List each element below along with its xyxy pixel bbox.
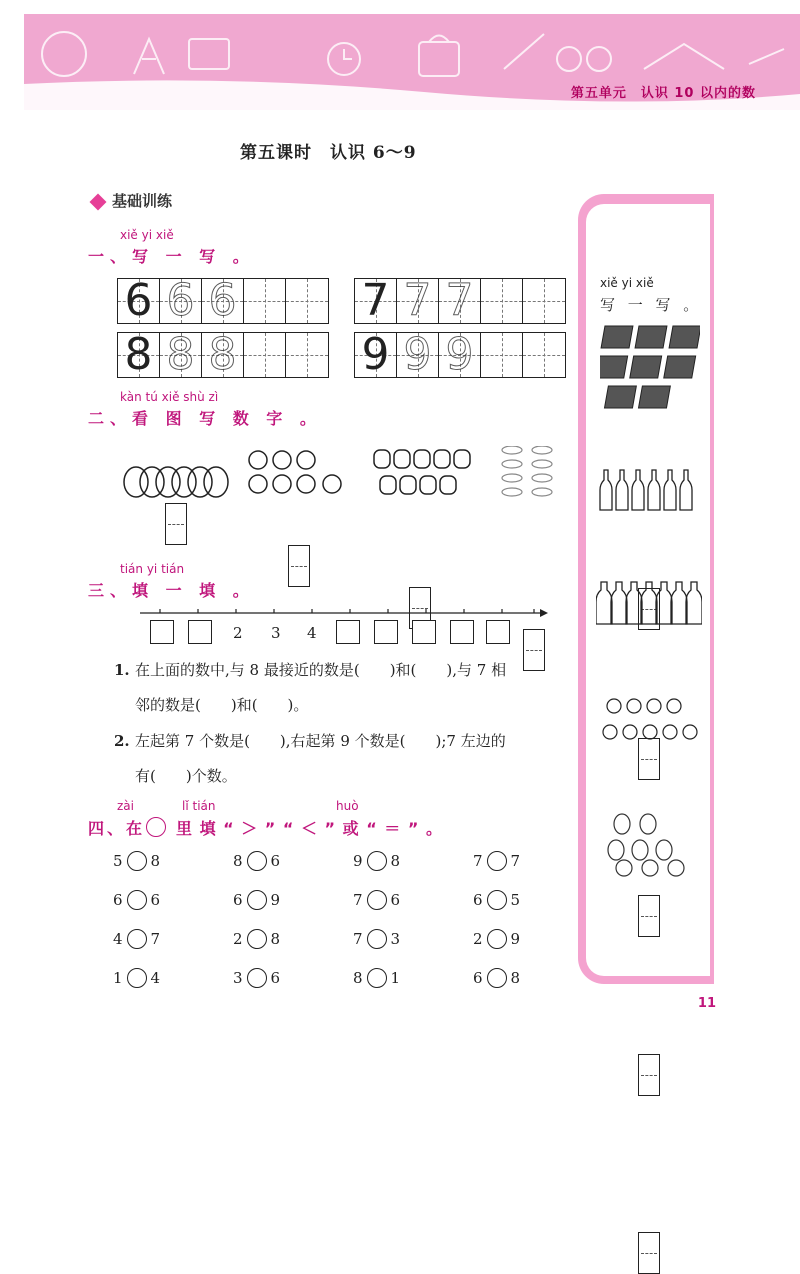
compare-item: 9 8 <box>353 852 401 870</box>
digit-6: 6 <box>124 275 153 326</box>
trace-9: 9 <box>445 329 474 380</box>
trace-8: 8 <box>166 329 195 380</box>
compare-item: 2 9 <box>473 930 521 948</box>
fish-icon <box>502 446 552 496</box>
compare-item: 6 8 <box>473 969 521 987</box>
s3-title: 三、填 一 填 。 <box>88 581 255 600</box>
compare-item: 5 8 <box>113 852 161 870</box>
answer-circle[interactable] <box>247 890 267 910</box>
pears-icon <box>124 467 228 497</box>
compare-item: 3 6 <box>233 969 281 987</box>
lesson-title: 第五课时 认识 6～9 <box>240 143 417 163</box>
side-pinyin: xiě yi xiě <box>600 276 654 290</box>
q1-line2: 邻的数是( )和( )。 <box>135 696 309 714</box>
answer-circle[interactable] <box>367 968 387 988</box>
compare-item: 6 5 <box>473 891 521 909</box>
numberline-value: 2 <box>233 624 243 642</box>
compare-item: 7 7 <box>473 852 521 870</box>
answer-circle[interactable] <box>127 890 147 910</box>
number-line <box>140 606 550 620</box>
writing-grid-8 <box>117 329 329 380</box>
counting-pictures <box>122 446 582 502</box>
digit-8: 8 <box>124 329 153 380</box>
compare-item: 8 1 <box>353 969 401 987</box>
answer-circle[interactable] <box>487 890 507 910</box>
section-badge <box>92 190 172 211</box>
write-cell[interactable] <box>481 333 523 377</box>
s4-pinyin-huo: huò <box>336 799 359 813</box>
numberline-value: 3 <box>271 624 281 642</box>
rabbits-icon <box>604 808 700 878</box>
trace-8: 8 <box>208 329 237 380</box>
write-cell[interactable] <box>481 279 523 323</box>
s4-pinyin-zai: zài <box>117 799 134 813</box>
compare-item: 6 9 <box>233 891 281 909</box>
compare-item: 7 3 <box>353 930 401 948</box>
answer-circle[interactable] <box>127 851 147 871</box>
answer-box[interactable] <box>165 503 187 545</box>
badge-label: 基础训练 <box>112 192 173 210</box>
numberline-box[interactable] <box>188 620 212 644</box>
write-cell[interactable] <box>244 333 286 377</box>
write-cell[interactable] <box>244 279 286 323</box>
answer-circle[interactable] <box>487 851 507 871</box>
writing-grid-6 <box>117 275 329 326</box>
numberline-value: 4 <box>307 624 317 642</box>
write-cell[interactable] <box>286 333 328 377</box>
books-icon <box>600 320 700 416</box>
answer-box[interactable] <box>638 1054 660 1096</box>
answer-circle[interactable] <box>247 851 267 871</box>
flower-pots-icon <box>602 696 698 750</box>
trace-6: 6 <box>208 275 237 326</box>
writing-grid-7 <box>354 275 566 326</box>
s4-title-a: 四、在 <box>88 819 146 838</box>
numberline-box[interactable] <box>450 620 474 644</box>
answer-box[interactable] <box>638 1232 660 1274</box>
s2-title: 二、看 图 写 数 字 。 <box>88 409 322 428</box>
compare-item: 7 6 <box>353 891 401 909</box>
compare-item: 1 4 <box>113 969 161 987</box>
diamond-icon <box>90 193 107 210</box>
numberline-box[interactable] <box>412 620 436 644</box>
digit-7: 7 <box>361 275 390 326</box>
numberline-box[interactable] <box>374 620 398 644</box>
s1-pinyin: xiě yi xiě <box>120 228 174 242</box>
s3-pinyin: tián yi tián <box>120 562 185 576</box>
soda-bottles-icon <box>596 580 702 626</box>
peppers-icon <box>374 450 470 494</box>
compare-item: 2 8 <box>233 930 281 948</box>
side-title: 写 一 写 。 <box>600 296 703 314</box>
circle-symbol-icon <box>146 817 166 837</box>
q2-line2: 有( )个数。 <box>135 767 237 785</box>
answer-circle[interactable] <box>487 929 507 949</box>
compare-item: 6 6 <box>113 891 161 909</box>
q2-number: 2. <box>114 732 130 750</box>
unit-title: 第五单元 认识 10 以内的数 <box>570 86 756 101</box>
answer-box[interactable] <box>523 629 545 671</box>
trace-7: 7 <box>445 275 474 326</box>
answer-circle[interactable] <box>247 968 267 988</box>
answer-circle[interactable] <box>487 968 507 988</box>
digit-9: 9 <box>361 329 390 380</box>
answer-box[interactable] <box>638 895 660 937</box>
write-cell[interactable] <box>286 279 328 323</box>
flowers-icon <box>249 451 341 493</box>
trace-9: 9 <box>403 329 432 380</box>
q1-number: 1. <box>114 661 130 679</box>
page-number: 11 <box>697 996 716 1011</box>
numberline-box[interactable] <box>486 620 510 644</box>
writing-grid-9 <box>354 329 566 380</box>
s2-pinyin: kàn tú xiě shù zì <box>120 390 219 404</box>
bottles-icon <box>598 468 698 512</box>
write-cell[interactable] <box>523 333 565 377</box>
compare-item: 4 7 <box>113 930 161 948</box>
write-cell[interactable] <box>523 279 565 323</box>
compare-item: 8 6 <box>233 852 281 870</box>
answer-circle[interactable] <box>367 890 387 910</box>
numberline-box[interactable] <box>150 620 174 644</box>
trace-6: 6 <box>166 275 195 326</box>
q1-line1: 在上面的数中,与 8 最接近的数是( )和( ),与 7 相 <box>135 661 507 679</box>
numberline-box[interactable] <box>336 620 360 644</box>
s1-title: 一、写 一 写 。 <box>88 247 255 266</box>
s4-pinyin-li: lǐ tián <box>182 799 216 813</box>
s4-title-b: 里 填 “ ＞ ” “ ＜ ” 或 “ ＝ ” 。 <box>176 819 443 838</box>
answer-circle[interactable] <box>367 929 387 949</box>
answer-circle[interactable] <box>127 968 147 988</box>
answer-circle[interactable] <box>367 851 387 871</box>
answer-circle[interactable] <box>127 929 147 949</box>
answer-box[interactable] <box>288 545 310 587</box>
answer-circle[interactable] <box>247 929 267 949</box>
q2-line1: 左起第 7 个数是( ),右起第 9 个数是( );7 左边的 <box>135 732 506 750</box>
trace-7: 7 <box>403 275 432 326</box>
